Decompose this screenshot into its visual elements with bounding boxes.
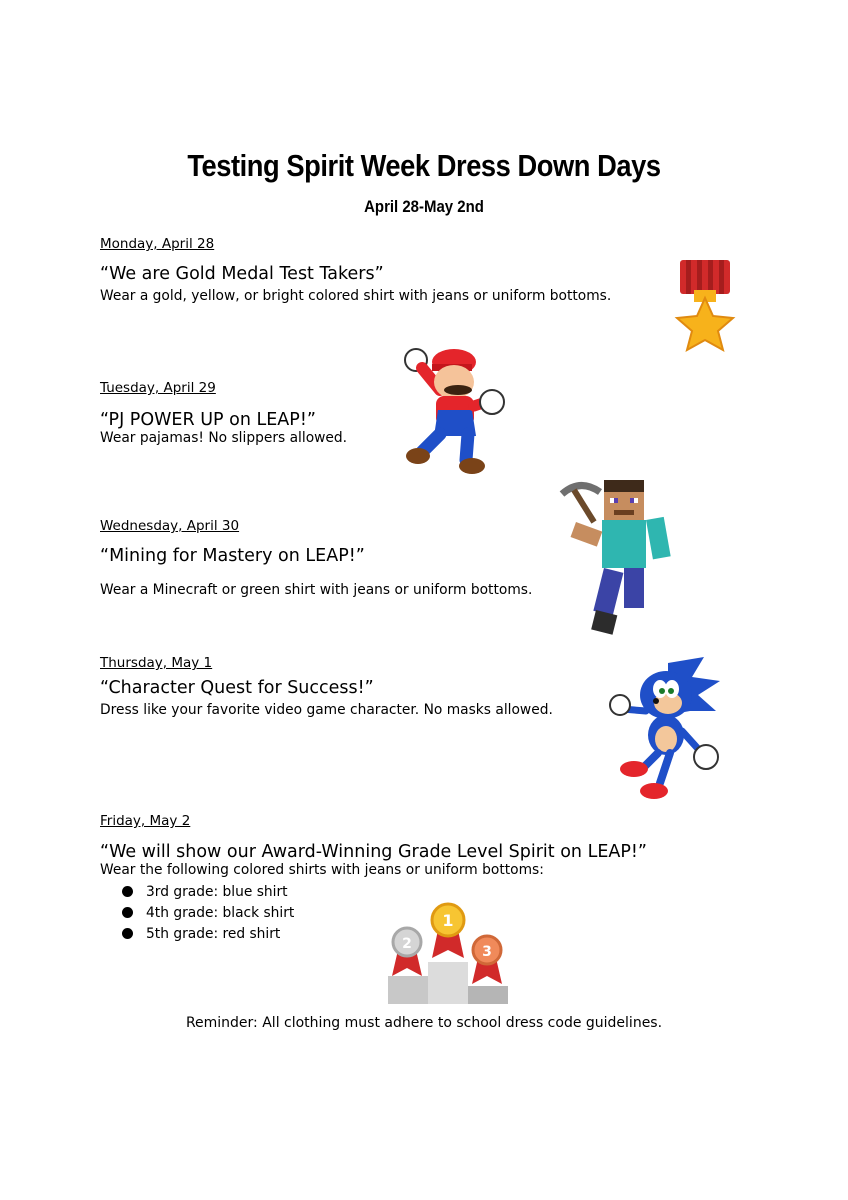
list-item — [122, 882, 294, 903]
description-thursday: Dress like your favorite video game character. No masks allowed. — [100, 702, 553, 718]
grade-3-item: 3rd grade: blue shirt — [146, 884, 288, 900]
medal-number-1: 1 — [442, 911, 454, 930]
theme-friday: “We will show our Award-Winning Grade Level Spirit on LEAP!” — [100, 842, 647, 862]
day-label-monday: Monday, April 28 — [100, 236, 215, 252]
page-title: Testing Spirit Week Dress Down Days — [187, 148, 661, 183]
grade-5-item: 5th grade: red shirt — [146, 926, 281, 942]
day-label-wednesday: Wednesday, April 30 — [100, 518, 240, 534]
list-item — [122, 924, 294, 945]
theme-thursday: “Character Quest for Success!” — [100, 678, 374, 698]
list-item — [122, 903, 294, 924]
grade-4-item: 4th grade: black shirt — [146, 905, 295, 921]
description-tuesday: Wear pajamas! No slippers allowed. — [100, 430, 348, 446]
sonic-character-icon — [608, 655, 724, 803]
description-wednesday: Wear a Minecraft or green shirt with jeans or uniform bottoms. — [100, 582, 533, 598]
award-podium-icon — [384, 900, 512, 1006]
day-label-tuesday: Tuesday, April 29 — [100, 380, 216, 396]
description-monday: Wear a gold, yellow, or bright colored shirt with jeans or uniform bottoms. — [100, 288, 612, 304]
gold-medal-icon — [670, 258, 740, 353]
mario-character-icon — [402, 344, 507, 476]
theme-tuesday: “PJ POWER UP on LEAP!” — [100, 410, 316, 430]
day-label-thursday: Thursday, May 1 — [100, 655, 213, 671]
page-subtitle-dates: April 28-May 2nd — [364, 197, 484, 216]
grade-shirt-list — [122, 882, 294, 945]
theme-monday: “We are Gold Medal Test Takers” — [100, 264, 384, 284]
dress-code-reminder: Reminder: All clothing must adhere to school dress code guidelines. — [185, 1015, 663, 1031]
day-label-friday: Friday, May 2 — [100, 813, 191, 829]
description-friday: Wear the following colored shirts with jeans or uniform bottoms: — [100, 862, 544, 878]
bullet-icon — [122, 907, 133, 918]
medal-number-2: 2 — [402, 936, 412, 952]
bullet-icon — [122, 886, 133, 897]
bullet-icon — [122, 928, 133, 939]
minecraft-steve-icon — [552, 476, 682, 636]
medal-number-3: 3 — [482, 944, 492, 960]
theme-wednesday: “Mining for Mastery on LEAP!” — [100, 546, 365, 566]
